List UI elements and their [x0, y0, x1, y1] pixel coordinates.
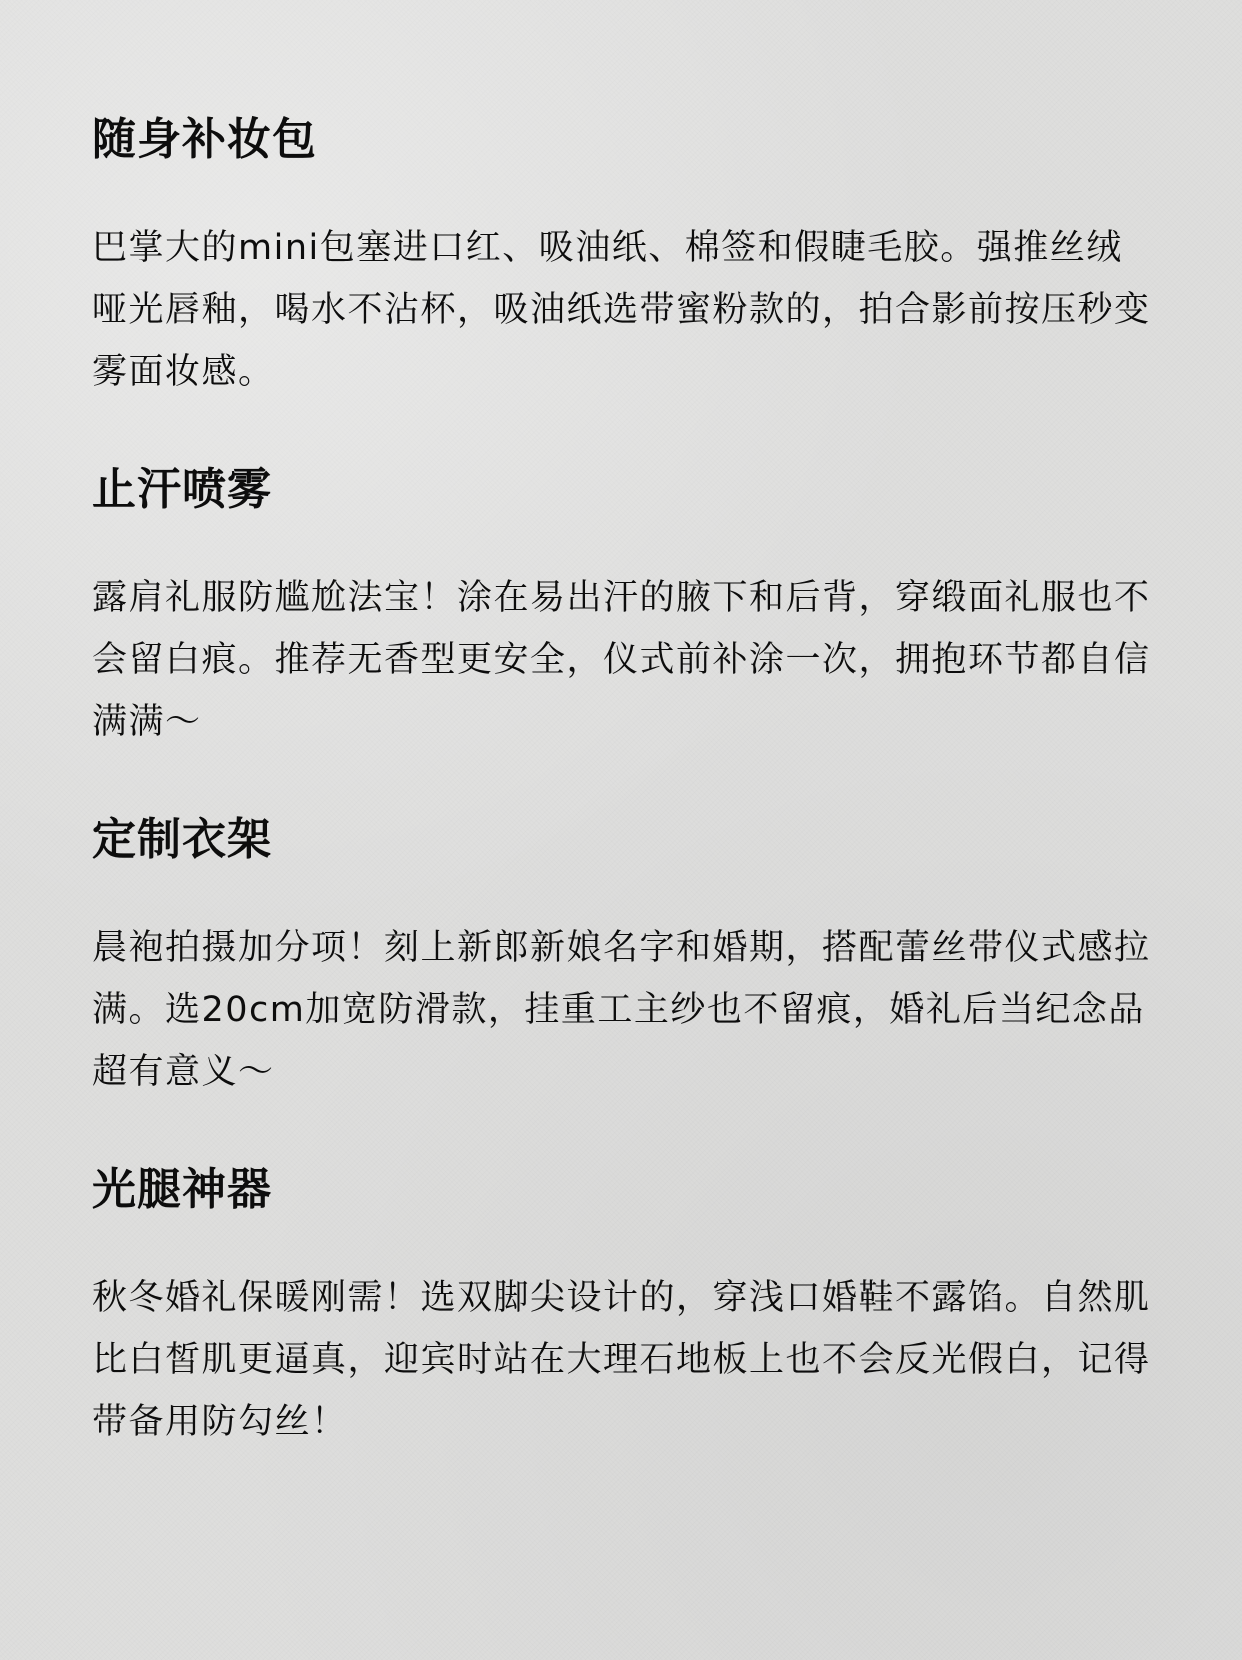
section-body: 秋冬婚礼保暖刚需！选双脚尖设计的，穿浅口婚鞋不露馅。自然肌比白皙肌更逼真，迎宾时站在大理石地板上也不会反光假白，记得带备用防勾丝！ — [92, 1278, 1151, 1442]
section-title: 止汗喷雾 — [92, 464, 272, 515]
section-title: 随身补妆包 — [92, 114, 317, 165]
section-custom-hanger — [92, 805, 1152, 1103]
section-title: 光腿神器 — [92, 1164, 272, 1215]
section-bare-leg-tights — [92, 1155, 1152, 1453]
section-body: 露肩礼服防尴尬法宝！涂在易出汗的腋下和后背，穿缎面礼服也不会留白痕。推荐无香型更安全，仪式前补涂一次，拥抱环节都自信满满～ — [92, 578, 1151, 742]
section-makeup-bag — [92, 105, 1152, 403]
section-body: 巴掌大的mini包塞进口红、吸油纸、棉签和假睫毛胶。强推丝绒哑光唇釉，喝水不沾杯，吸油纸选带蜜粉款的，拍合影前按压秒变雾面妆感。 — [92, 228, 1151, 392]
section-title: 定制衣架 — [92, 814, 272, 865]
section-antiperspirant-spray — [92, 455, 1152, 753]
section-body: 晨袍拍摄加分项！刻上新郎新娘名字和婚期，搭配蕾丝带仪式感拉满。选20cm加宽防滑款，挂重工主纱也不留痕，婚礼后当纪念品超有意义～ — [92, 928, 1151, 1092]
